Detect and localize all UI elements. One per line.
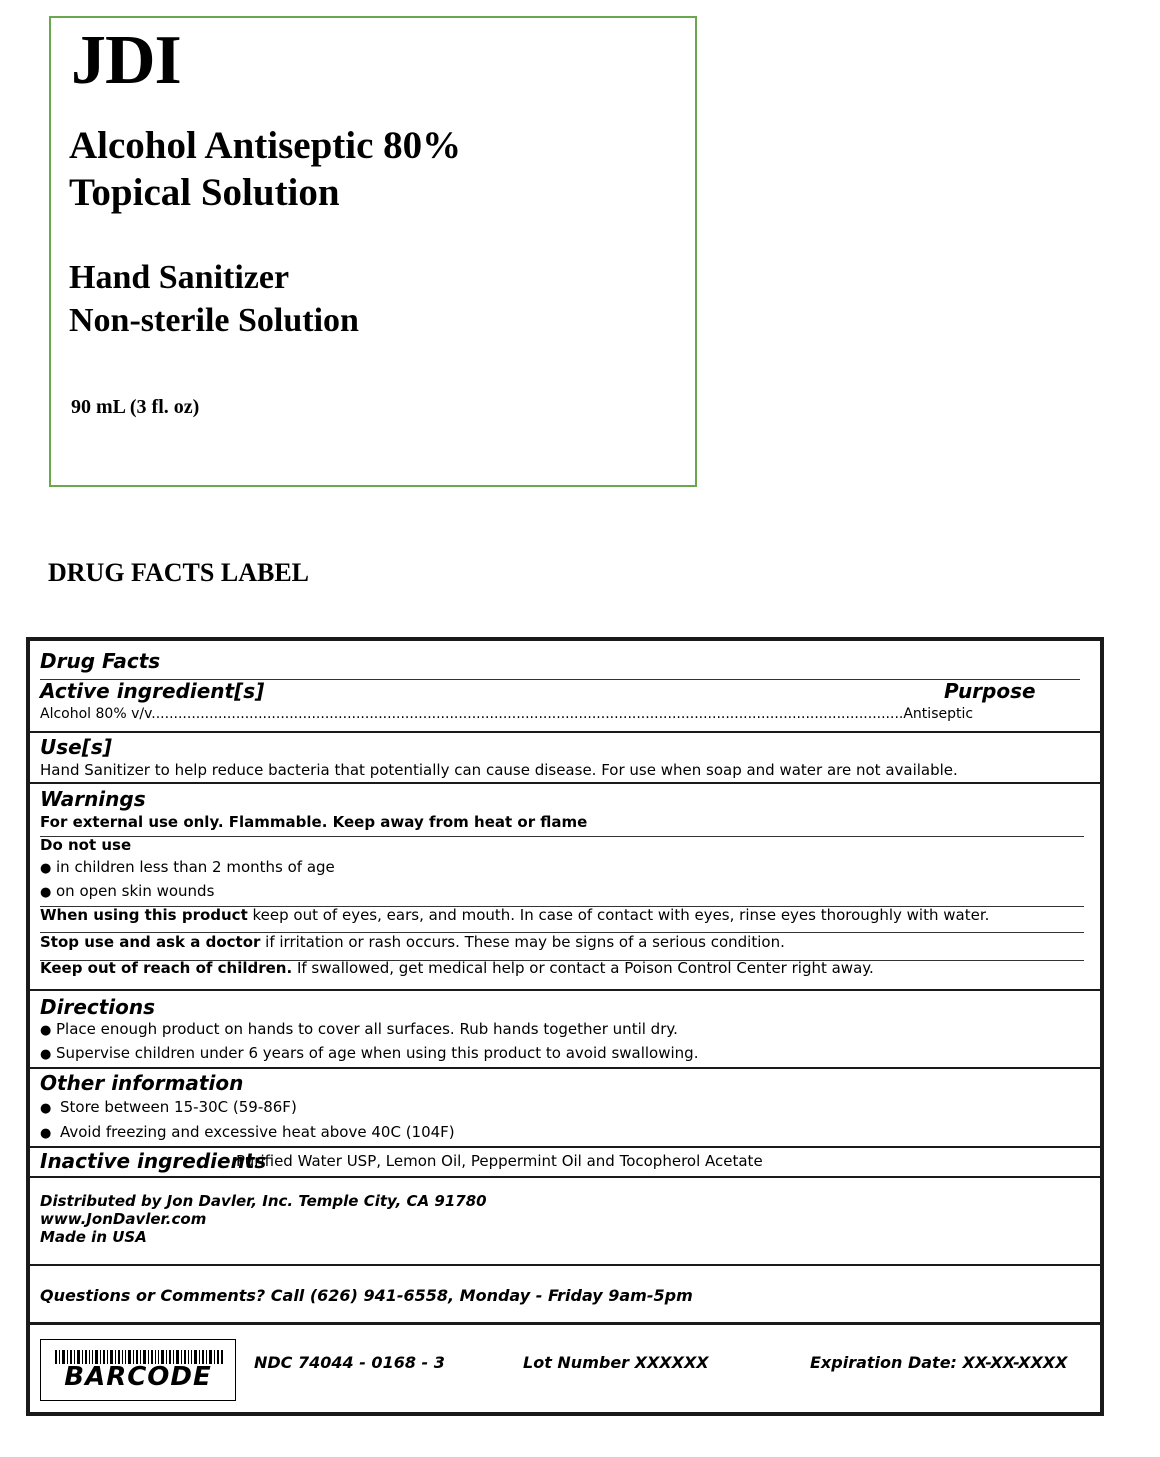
drug-facts-title: Drug Facts bbox=[40, 649, 161, 673]
uses-text: Hand Sanitizer to help reduce bacteria that potentially can cause disease. For use when soap and water are not available. bbox=[40, 761, 958, 779]
warnings-section bbox=[30, 782, 1100, 991]
warnings-divider-1 bbox=[40, 836, 1084, 837]
expiration-date: Expiration Date: XX-XX-XXXX bbox=[810, 1353, 1068, 1372]
product-name bbox=[69, 122, 461, 216]
inactive-ingredients-section bbox=[30, 1146, 1100, 1178]
drug-facts-box bbox=[26, 637, 1104, 1416]
made-in-label: Made in USA bbox=[40, 1228, 147, 1246]
other-info-item: ● Store between 15-30C (59-86F) bbox=[40, 1098, 297, 1116]
other-info-heading: Other information bbox=[40, 1071, 244, 1095]
product-sub-line1: Hand Sanitizer bbox=[69, 259, 290, 296]
uses-section bbox=[30, 731, 1100, 784]
distributor-website: www.JonDavler.com bbox=[40, 1210, 207, 1228]
directions-heading: Directions bbox=[40, 995, 156, 1019]
distributor-section bbox=[30, 1176, 1100, 1266]
do-not-use-item: ● on open skin wounds bbox=[40, 882, 215, 900]
directions-item: ● Supervise children under 6 years of age when using this product to avoid swallowing. bbox=[40, 1044, 699, 1062]
product-sub-line2: Non-sterile Solution bbox=[69, 302, 359, 339]
directions-item: ● Place enough product on hands to cover all surfaces. Rub hands together until dry. bbox=[40, 1020, 678, 1038]
when-using-warning: When using this product keep out of eyes, ears, and mouth. In case of contact with eyes, rinse eyes thoroughly with water. bbox=[40, 906, 990, 924]
uses-heading: Use[s] bbox=[40, 735, 112, 759]
do-not-use-item: ● in children less than 2 months of age bbox=[40, 858, 335, 876]
product-subtitle bbox=[69, 256, 359, 342]
barcode-placeholder bbox=[40, 1339, 236, 1401]
active-ingredient-section bbox=[30, 641, 1100, 733]
warnings-heading: Warnings bbox=[40, 787, 146, 811]
inactive-ingredients-heading: Inactive ingredients bbox=[40, 1149, 267, 1173]
other-info-item: ● Avoid freezing and excessive heat above 40C (104F) bbox=[40, 1123, 455, 1141]
brand-logo: JDI bbox=[71, 22, 181, 99]
active-ingredient-line: Alcohol 80% v/v.........................................................................................................................................................................Antiseptic bbox=[40, 706, 974, 722]
front-panel bbox=[49, 16, 697, 487]
barcode-label: BARCODE bbox=[64, 1362, 212, 1392]
product-name-line2: Topical Solution bbox=[69, 171, 340, 214]
stop-use-warning: Stop use and ask a doctor if irritation or rash occurs. These may be signs of a serious condition. bbox=[40, 933, 785, 951]
keep-out-warning: Keep out of reach of children. If swallowed, get medical help or contact a Poison Control Center right away. bbox=[40, 959, 874, 977]
inactive-ingredients-text: Purified Water USP, Lemon Oil, Peppermint Oil and Tocopherol Acetate bbox=[236, 1152, 763, 1170]
questions-section bbox=[30, 1264, 1100, 1325]
ndc-number: NDC 74044 - 0168 - 3 bbox=[254, 1353, 445, 1372]
drug-facts-label-heading: DRUG FACTS LABEL bbox=[48, 558, 310, 587]
do-not-use-heading: Do not use bbox=[40, 836, 132, 854]
product-name-line1: Alcohol Antiseptic 80% bbox=[69, 124, 462, 167]
distributor-line: Distributed by Jon Davler, Inc. Temple City, CA 91780 bbox=[40, 1192, 487, 1210]
questions-contact: Questions or Comments? Call (626) 941-6558, Monday - Friday 9am-5pm bbox=[40, 1286, 693, 1305]
directions-section bbox=[30, 989, 1100, 1069]
active-ingredient-heading: Active ingredient[s] bbox=[40, 679, 265, 703]
lot-number: Lot Number XXXXXX bbox=[523, 1353, 709, 1372]
external-use-warning: For external use only. Flammable. Keep away from heat or flame bbox=[40, 813, 588, 831]
purpose-heading: Purpose bbox=[944, 679, 1036, 703]
other-info-section bbox=[30, 1067, 1100, 1148]
volume-label: 90 mL (3 fl. oz) bbox=[71, 396, 200, 418]
label-footer bbox=[30, 1325, 1100, 1412]
